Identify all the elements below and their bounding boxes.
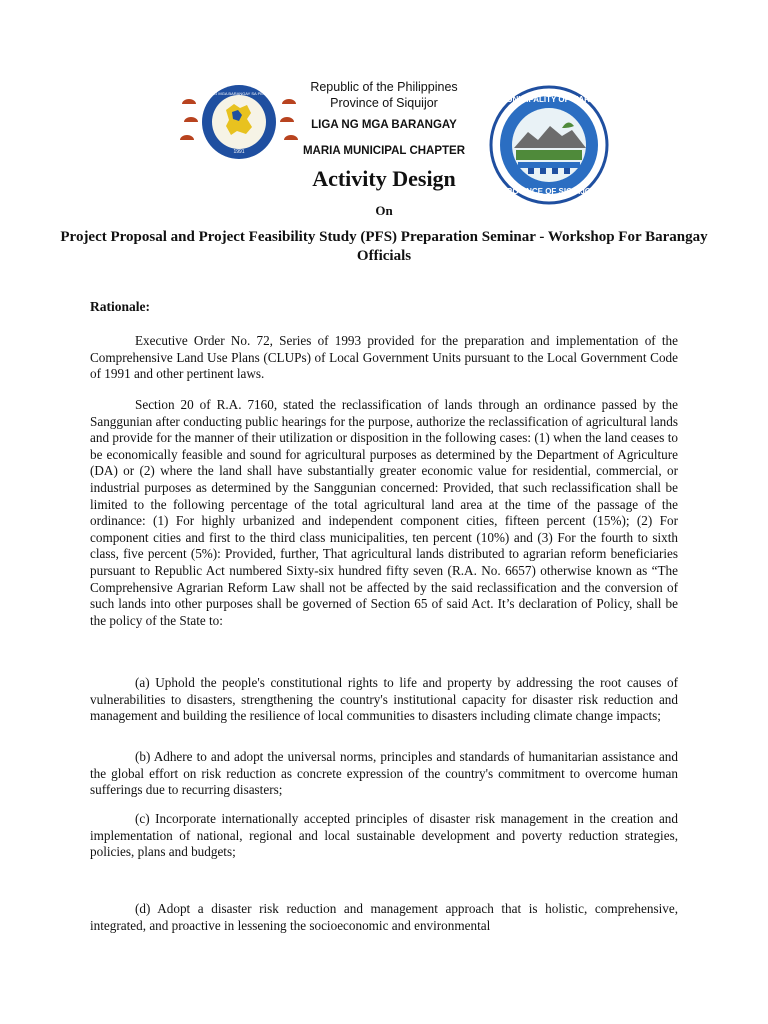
document-subtitle: Project Proposal and Project Feasibility Study (PFS) Preparation Seminar - Workshop For Barangay Officials (60, 229, 708, 264)
paragraph-text: (b) Adhere to and adopt the universal norms, principles and standards of humanitarian assistance and the global effort on risk reduction as concrete expression of the country's commitment to overcome human sufferings due to recurring disasters; (90, 749, 678, 798)
header-republic: Republic of the Philippines (310, 80, 458, 94)
document-title: Activity Design (312, 166, 456, 191)
liga-seal-year: 1991 (233, 149, 245, 155)
paragraph-section-20 (90, 397, 678, 629)
paragraph-text: (a) Uphold the people's constitutional rights to life and property by addressing the root causes of vulnerabilities to disasters, strengthening the country's institutional capacity for disaster risk reduction and management and building the resilience of local communities to disasters including climate change impacts; (90, 675, 678, 724)
rationale-heading: Rationale: (90, 299, 150, 314)
paragraph-policy-d (90, 901, 678, 934)
paragraph-text: (c) Incorporate internationally accepted principles of disaster risk management in the creation and implementation of national, regional and local sustainable development and poverty reduction strategies, policies, plans and budgets; (90, 811, 678, 860)
header-province: Province of Siquijor (330, 96, 438, 110)
paragraph-policy-a (90, 675, 678, 725)
paragraph-text: Executive Order No. 72, Series of 1993 provided for the preparation and implementation of the Comprehensive Land Use Plans (CLUPs) of Local Government Units pursuant to the Local Government Code of 1991 and other pertinent laws. (90, 333, 678, 382)
maria-seal-top-text: MUNICIPALITY OF MARIA (500, 95, 598, 104)
header-liga: LIGA NG MGA BARANGAY (311, 119, 457, 131)
paragraph-executive-order (90, 333, 678, 383)
on-label: On (375, 203, 393, 218)
paragraph-text: Section 20 of R.A. 7160, stated the reclassification of lands through an ordinance passed by the Sanggunian after conducting public hearings for the purpose, authorize the reclassification of agricultural lands and provide for the manner of their utilization or disposition in the following cases: (1) when the land ceases to be economically feasible and sound for agricultural purposes as determined by the Department of Agriculture (DA) or (2) where the land shall have substantially greater economic value for residential, commercial, or industrial purposes as determined by the Sanggunian concerned: Provided, that such reclassification shall be limited to the following percentage of the total agricultural land area at the time of the passage of the ordinance: (1) For highly urbanized and independent component cities, fifteen percent (15%); (2) For component cities and first to the third class municipalities, ten percent (10%) and (3) For the fourth to sixth class, five percent (5%): Provided, further, That agricultural lands distributed to agrarian reform beneficiaries pursuant to Republic Act numbered Sixty-six hundred fifty seven (R.A. No. 6657) otherwise known as “The Comprehensive Agrarian Reform Law shall not be affected by the said reclassification and the conversion of such lands into other purposes shall be governed of Section 65 of said Act. It’s declaration of Policy, shall be the policy of the State to: (90, 397, 678, 628)
paragraph-policy-b (90, 749, 678, 799)
paragraph-policy-c (90, 811, 678, 861)
liga-seal-text: LIGA NG MGA BARANGAY SA PILIPINAS (201, 91, 277, 96)
maria-seal-bottom-text: PROVINCE OF SIQUIJOR (501, 187, 597, 196)
paragraph-text: (d) Adopt a disaster risk reduction and management approach that is holistic, comprehensive, integrated, and proactive in lessening the socioeconomic and environmental (90, 901, 678, 933)
header-chapter: MARIA MUNICIPAL CHAPTER (302, 145, 466, 157)
